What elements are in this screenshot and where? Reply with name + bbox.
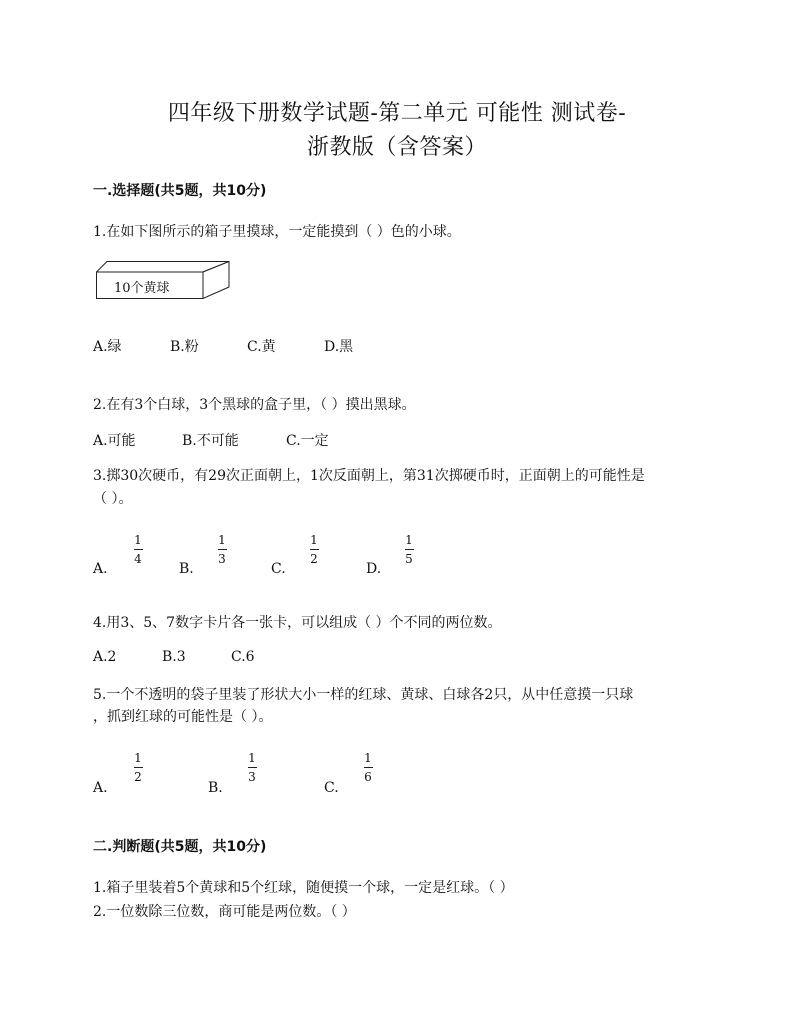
- box-label: 10个黄球: [114, 281, 170, 296]
- section-heading-choice: 一.选择题(共5题，共10分): [93, 183, 267, 199]
- question-5-text-line1: 5.一个不透明的袋子里装了形状大小一样的红球、黄球、白球各2只，从中任意摸一只球: [93, 687, 634, 703]
- q3-option-b-label: B.: [179, 561, 194, 577]
- q2-option-b: B.不可能: [182, 433, 239, 449]
- question-3-text-line2: （ ）。: [93, 491, 133, 507]
- q3-option-a-label: A.: [93, 561, 108, 577]
- q1-option-d: D.黑: [324, 339, 354, 355]
- q3-option-b-fraction: 1 3: [218, 533, 226, 566]
- q1-option-c: C.黄: [247, 339, 276, 355]
- q1-option-b: B.粉: [170, 339, 199, 355]
- judgement-question-1: 1.箱子里装着5个黄球和5个红球，随便摸一个球，一定是红球。（ ）: [93, 880, 514, 896]
- q5-option-a-label: A.: [93, 780, 108, 796]
- q5-option-b-fraction: 1 3: [248, 751, 256, 784]
- q3-option-d-label: D.: [366, 561, 382, 577]
- q3-option-c-label: C.: [271, 561, 286, 577]
- q2-option-c: C.一定: [286, 433, 329, 449]
- section-heading-judgement: 二.判断题(共5题，共10分): [93, 839, 267, 855]
- q4-option-a: A.2: [93, 649, 117, 665]
- q4-option-c: C.6: [231, 649, 255, 665]
- q3-option-d-fraction: 1 5: [405, 533, 413, 566]
- judgement-question-2: 2.一位数除三位数，商可能是两位数。（ ）: [93, 904, 356, 920]
- q5-option-c-label: C.: [324, 780, 339, 796]
- question-2-text: 2.在有3个白球，3个黑球的盒子里，（ ）摸出黑球。: [93, 397, 416, 413]
- question-5-text-line2: ，抓到红球的可能性是（ ）。: [93, 709, 273, 725]
- q3-option-c-fraction: 1 2: [310, 533, 318, 566]
- q5-option-c-fraction: 1 6: [364, 751, 372, 784]
- document-title-line1: 四年级下册数学试题-第二单元 可能性 测试卷-: [167, 101, 627, 126]
- q3-option-a-fraction: 1 4: [134, 533, 142, 566]
- q2-option-a: A.可能: [93, 433, 136, 449]
- question-3-text-line1: 3.掷30次硬币，有29次正面朝上，1次反面朝上，第31次掷硬币时，正面朝上的可能性是: [93, 468, 645, 484]
- q1-option-a: A.绿: [93, 339, 122, 355]
- q5-option-b-label: B.: [208, 780, 223, 796]
- q4-option-b: B.3: [162, 649, 186, 665]
- q5-option-a-fraction: 1 2: [134, 751, 142, 784]
- question-1-text: 1.在如下图所示的箱子里摸球，一定能摸到（ ）色的小球。: [93, 224, 461, 240]
- document-title-line2: 浙教版（含答案）: [306, 135, 487, 160]
- question-4-text: 4.用3、5、7数字卡片各一张卡，可以组成（ ）个不同的两位数。: [93, 615, 502, 631]
